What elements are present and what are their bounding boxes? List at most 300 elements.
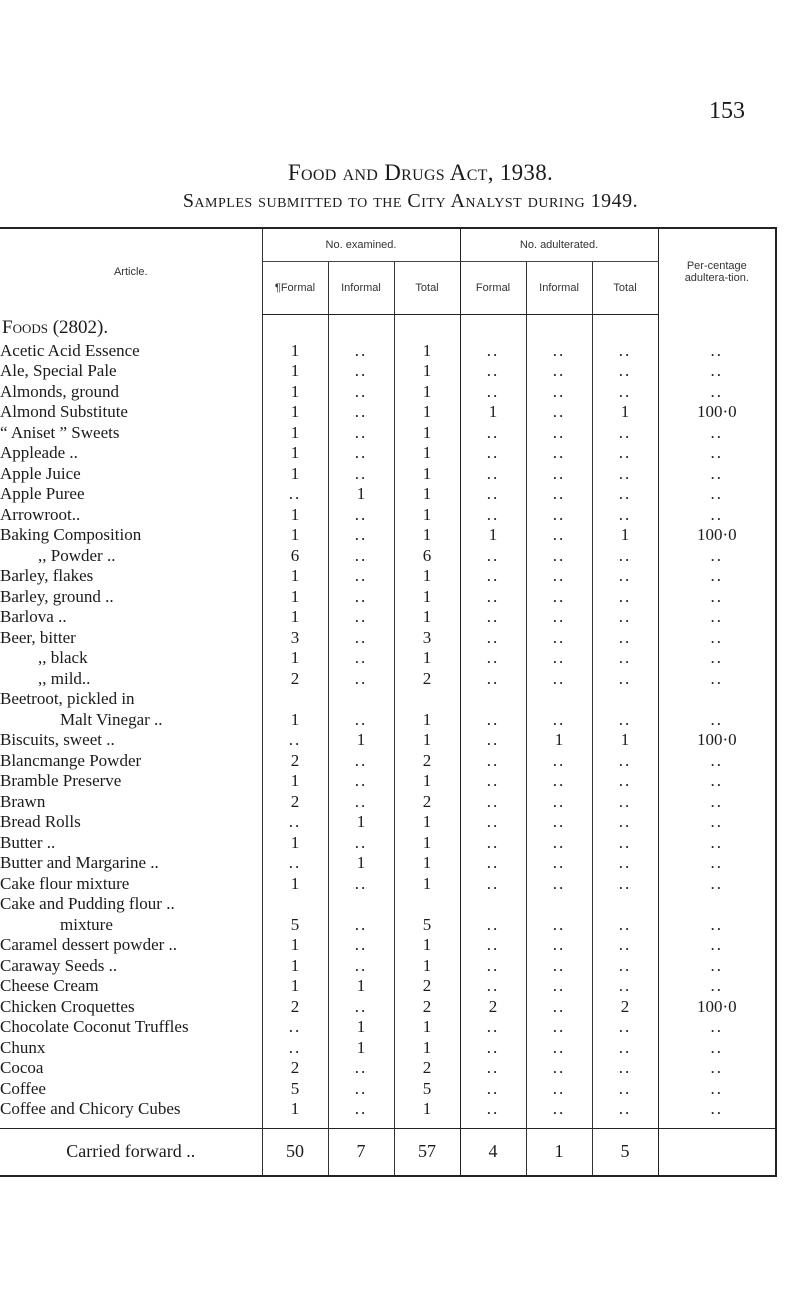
cell-informal-examined: .. [328, 361, 394, 382]
article-name [0, 382, 262, 403]
table-row [0, 935, 776, 956]
cell-total-examined [394, 689, 460, 710]
cell-percentage: .. [658, 1099, 776, 1120]
cell-total-examined: 1 [394, 402, 460, 423]
cell-percentage: .. [658, 1038, 776, 1059]
article-label: Chicken Croquettes [0, 996, 135, 1016]
article-name [0, 1038, 262, 1059]
cell-formal-adulterated: .. [460, 915, 526, 936]
cell-formal-examined: 5 [262, 915, 328, 936]
cell-percentage: .. [658, 812, 776, 833]
article-label: “ Aniset ” Sweets [0, 422, 120, 442]
cell-total-adulterated: .. [592, 853, 658, 874]
cell-total-adulterated: .. [592, 915, 658, 936]
cell-informal-adulterated: .. [526, 710, 592, 731]
article-name [0, 730, 262, 751]
table-row [0, 423, 776, 444]
cell-informal-adulterated: .. [526, 1079, 592, 1100]
cell-formal-examined: 1 [262, 833, 328, 854]
article-name [0, 505, 262, 526]
cell-total-adulterated: .. [592, 710, 658, 731]
table-row [0, 1017, 776, 1038]
article-label: Ale, Special Pale [0, 361, 117, 381]
cell-total-examined: 1 [394, 443, 460, 464]
cell-percentage: .. [658, 566, 776, 587]
cell-formal-adulterated: .. [460, 956, 526, 977]
cell-total-adulterated: .. [592, 1099, 658, 1120]
article-label: Barlova .. [0, 607, 67, 627]
article-name [0, 956, 262, 977]
article-label: Acetic Acid Essence [0, 340, 140, 360]
cell-total-adulterated: .. [592, 628, 658, 649]
cell-formal-adulterated: .. [460, 505, 526, 526]
article-label: Bramble Preserve [0, 771, 122, 791]
cell-percentage: .. [658, 853, 776, 874]
cell-total-adulterated [592, 894, 658, 915]
cell-total-examined: 1 [394, 464, 460, 485]
article-label: Caramel dessert powder .. [0, 935, 178, 955]
cell-informal-adulterated: .. [526, 669, 592, 690]
cell-informal-examined: .. [328, 1079, 394, 1100]
cell-formal-examined: 1 [262, 976, 328, 997]
cell-total-adulterated: .. [592, 976, 658, 997]
cell-percentage: .. [658, 464, 776, 485]
table-row [0, 566, 776, 587]
cell-formal-examined: 1 [262, 361, 328, 382]
cell-percentage: .. [658, 341, 776, 362]
cell-informal-examined: .. [328, 1058, 394, 1079]
cell-percentage: .. [658, 976, 776, 997]
article-name [0, 935, 262, 956]
article-label: Malt Vinegar .. [60, 709, 163, 729]
cell-percentage: .. [658, 874, 776, 895]
cell-formal-examined: 2 [262, 997, 328, 1018]
cell-informal-examined: .. [328, 505, 394, 526]
article-name [0, 751, 262, 772]
cell-total-adulterated: .. [592, 505, 658, 526]
cell-formal-examined: 1 [262, 525, 328, 546]
cell-formal-examined: 2 [262, 669, 328, 690]
cell-formal-adulterated: .. [460, 1099, 526, 1120]
cell-informal-adulterated: .. [526, 525, 592, 546]
cell-total-adulterated: .. [592, 874, 658, 895]
cell-percentage: 100·0 [658, 997, 776, 1018]
cell-informal-examined: .. [328, 648, 394, 669]
page-number: 153 [709, 98, 745, 124]
table-row [0, 607, 776, 628]
cell-informal-adulterated: .. [526, 648, 592, 669]
article-name [0, 853, 262, 874]
cell-informal-adulterated: .. [526, 997, 592, 1018]
cell-formal-examined: 1 [262, 382, 328, 403]
cell-total-adulterated: .. [592, 361, 658, 382]
cell-total-examined: 1 [394, 853, 460, 874]
cell-formal-adulterated: .. [460, 1079, 526, 1100]
cell-formal-examined: .. [262, 812, 328, 833]
article-label: ,, Powder .. [38, 545, 116, 565]
cell-formal-adulterated: .. [460, 648, 526, 669]
header-total-adulterated: Total [592, 262, 658, 315]
cell-formal-examined: 1 [262, 402, 328, 423]
article-label: Blancmange Powder [0, 750, 142, 770]
cell-formal-adulterated: .. [460, 607, 526, 628]
article-label: Chocolate Coconut Truffles [0, 1017, 189, 1037]
cell-informal-adulterated [526, 689, 592, 710]
cell-formal-examined: 1 [262, 443, 328, 464]
cell-informal-examined: 1 [328, 853, 394, 874]
article-label: Baking Composition [0, 525, 142, 545]
cell-total-adulterated: 1 [592, 402, 658, 423]
cell-informal-examined: .. [328, 751, 394, 772]
cell-total-adulterated: .. [592, 812, 658, 833]
cell-informal-examined: .. [328, 1099, 394, 1120]
cell-informal-examined: .. [328, 669, 394, 690]
cell-percentage: .. [658, 935, 776, 956]
cell-total-examined: 1 [394, 648, 460, 669]
cell-formal-adulterated [460, 894, 526, 915]
cell-total-examined: 2 [394, 976, 460, 997]
cell-informal-examined: .. [328, 997, 394, 1018]
header-examined: No. examined. [262, 228, 460, 262]
total-examined: 57 [394, 1128, 460, 1176]
cell-informal-adulterated: .. [526, 1058, 592, 1079]
cell-total-examined: 1 [394, 361, 460, 382]
article-name [0, 361, 262, 382]
cell-informal-adulterated [526, 894, 592, 915]
cell-total-examined: 1 [394, 812, 460, 833]
carried-forward-row [0, 1128, 776, 1176]
cell-informal-examined: .. [328, 874, 394, 895]
cell-percentage: .. [658, 382, 776, 403]
cell-formal-adulterated: .. [460, 566, 526, 587]
cell-informal-examined: .. [328, 587, 394, 608]
article-name [0, 812, 262, 833]
cell-total-examined: 1 [394, 423, 460, 444]
cell-total-adulterated: .. [592, 607, 658, 628]
cell-total-examined: 2 [394, 997, 460, 1018]
cell-informal-examined: .. [328, 402, 394, 423]
article-name [0, 525, 262, 546]
cell-total-examined: 1 [394, 710, 460, 731]
cell-total-examined: 3 [394, 628, 460, 649]
table-row [0, 915, 776, 936]
cell-formal-examined: .. [262, 730, 328, 751]
article-name [0, 628, 262, 649]
cell-percentage: .. [658, 792, 776, 813]
cell-formal-adulterated: .. [460, 423, 526, 444]
cell-formal-examined: 1 [262, 587, 328, 608]
article-label: Chunx [0, 1037, 46, 1057]
cell-total-adulterated: .. [592, 546, 658, 567]
cell-informal-examined: .. [328, 566, 394, 587]
cell-informal-adulterated: .. [526, 361, 592, 382]
cell-informal-adulterated: .. [526, 587, 592, 608]
table-row [0, 956, 776, 977]
article-name [0, 833, 262, 854]
article-name [0, 710, 262, 731]
article-name [0, 566, 262, 587]
table-row [0, 812, 776, 833]
cell-formal-adulterated: .. [460, 730, 526, 751]
cell-formal-adulterated: .. [460, 484, 526, 505]
cell-informal-examined: .. [328, 443, 394, 464]
total-informal-examined: 7 [328, 1128, 394, 1176]
cell-total-adulterated: .. [592, 341, 658, 362]
cell-percentage: .. [658, 710, 776, 731]
cell-total-adulterated: .. [592, 443, 658, 464]
cell-informal-examined: 1 [328, 484, 394, 505]
cell-informal-adulterated: .. [526, 423, 592, 444]
cell-formal-examined: 6 [262, 546, 328, 567]
table-row [0, 853, 776, 874]
cell-formal-adulterated: 1 [460, 402, 526, 423]
table-row [0, 464, 776, 485]
cell-informal-adulterated: .. [526, 812, 592, 833]
cell-formal-adulterated: .. [460, 792, 526, 813]
cell-formal-adulterated: .. [460, 628, 526, 649]
cell-formal-examined: 1 [262, 505, 328, 526]
article-name [0, 402, 262, 423]
cell-total-adulterated: .. [592, 423, 658, 444]
cell-formal-examined [262, 894, 328, 915]
table-row [0, 505, 776, 526]
cell-informal-adulterated: .. [526, 792, 592, 813]
cell-total-examined: 1 [394, 566, 460, 587]
cell-percentage: .. [658, 587, 776, 608]
cell-total-adulterated: .. [592, 751, 658, 772]
article-label: Apple Juice [0, 463, 81, 483]
article-label: Barley, ground .. [0, 586, 114, 606]
header-informal-examined: Informal [328, 262, 394, 315]
cell-informal-examined: .. [328, 628, 394, 649]
cell-percentage: .. [658, 1017, 776, 1038]
cell-informal-adulterated: .. [526, 771, 592, 792]
cell-formal-adulterated: 1 [460, 525, 526, 546]
cell-total-adulterated: .. [592, 1038, 658, 1059]
table-row [0, 361, 776, 382]
cell-percentage [658, 689, 776, 710]
table-row [0, 833, 776, 854]
article-label: Coffee and Chicory Cubes [0, 1099, 181, 1119]
article-label: Butter and Margarine .. [0, 853, 159, 873]
article-name [0, 341, 262, 362]
cell-total-examined: 1 [394, 525, 460, 546]
article-label: Caraway Seeds .. [0, 955, 118, 975]
total-formal-adulterated: 4 [460, 1128, 526, 1176]
article-label: Cocoa [0, 1058, 44, 1078]
cell-informal-examined: .. [328, 382, 394, 403]
article-name [0, 546, 262, 567]
cell-informal-adulterated: .. [526, 853, 592, 874]
cell-informal-adulterated: .. [526, 628, 592, 649]
cell-percentage: .. [658, 361, 776, 382]
table-row [0, 894, 776, 915]
cell-percentage [658, 894, 776, 915]
cell-total-adulterated: .. [592, 1017, 658, 1038]
cell-informal-adulterated: .. [526, 484, 592, 505]
header-adulterated: No. adulterated. [460, 228, 658, 262]
cell-formal-examined: .. [262, 853, 328, 874]
article-name [0, 915, 262, 936]
table-row [0, 1058, 776, 1079]
cell-total-examined: 1 [394, 1099, 460, 1120]
cell-informal-examined: 1 [328, 1038, 394, 1059]
cell-total-examined [394, 894, 460, 915]
cell-total-examined: 1 [394, 505, 460, 526]
article-label: Almonds, ground [0, 381, 119, 401]
article-label: ,, mild.. [38, 668, 91, 688]
cell-informal-adulterated: .. [526, 751, 592, 772]
cell-formal-adulterated: .. [460, 587, 526, 608]
table-row [0, 587, 776, 608]
cell-formal-adulterated: .. [460, 935, 526, 956]
cell-total-examined: 1 [394, 935, 460, 956]
cell-total-adulterated: .. [592, 792, 658, 813]
cell-formal-examined: 5 [262, 1079, 328, 1100]
cell-total-adulterated: .. [592, 587, 658, 608]
table-row [0, 1099, 776, 1120]
cell-total-examined: 1 [394, 771, 460, 792]
table-row [0, 730, 776, 751]
cell-informal-adulterated: .. [526, 833, 592, 854]
cell-formal-adulterated: .. [460, 443, 526, 464]
article-name [0, 874, 262, 895]
cell-total-examined: 1 [394, 587, 460, 608]
samples-table [0, 227, 777, 1177]
cell-percentage: 100·0 [658, 730, 776, 751]
cell-formal-adulterated: .. [460, 546, 526, 567]
carried-forward-label: Carried forward .. [0, 1128, 262, 1176]
cell-total-examined: 2 [394, 751, 460, 772]
cell-informal-examined: .. [328, 915, 394, 936]
cell-total-examined: 1 [394, 341, 460, 362]
cell-formal-examined: .. [262, 484, 328, 505]
cell-total-adulterated: .. [592, 935, 658, 956]
table-row [0, 976, 776, 997]
total-formal-examined: 50 [262, 1128, 328, 1176]
cell-total-examined: 1 [394, 956, 460, 977]
cell-formal-examined: 1 [262, 341, 328, 362]
cell-formal-examined: 2 [262, 792, 328, 813]
cell-percentage: .. [658, 1079, 776, 1100]
cell-total-examined: 1 [394, 382, 460, 403]
cell-formal-examined: 1 [262, 464, 328, 485]
total-adulterated: 5 [592, 1128, 658, 1176]
article-label: Cake and Pudding flour .. [0, 894, 175, 914]
table-row [0, 1079, 776, 1100]
cell-informal-adulterated: .. [526, 341, 592, 362]
cell-informal-examined: .. [328, 771, 394, 792]
cell-percentage: .. [658, 607, 776, 628]
cell-total-adulterated: .. [592, 669, 658, 690]
cell-total-adulterated: .. [592, 956, 658, 977]
cell-formal-examined: 1 [262, 607, 328, 628]
cell-percentage: .. [658, 771, 776, 792]
cell-formal-adulterated [460, 689, 526, 710]
cell-formal-adulterated: .. [460, 669, 526, 690]
article-label: Arrowroot.. [0, 504, 81, 524]
cell-formal-examined: 1 [262, 566, 328, 587]
cell-informal-adulterated: .. [526, 607, 592, 628]
cell-percentage: .. [658, 423, 776, 444]
cell-total-examined: 1 [394, 874, 460, 895]
table-row [0, 546, 776, 567]
cell-total-examined: 1 [394, 1017, 460, 1038]
cell-informal-examined: .. [328, 546, 394, 567]
cell-percentage: .. [658, 546, 776, 567]
cell-informal-adulterated: .. [526, 505, 592, 526]
cell-formal-adulterated: .. [460, 1017, 526, 1038]
cell-informal-examined: 1 [328, 812, 394, 833]
cell-informal-examined: .. [328, 341, 394, 362]
cell-formal-examined: .. [262, 1038, 328, 1059]
cell-formal-examined: 1 [262, 1099, 328, 1120]
header-formal-adulterated: Formal [460, 262, 526, 315]
section-row [0, 315, 776, 341]
cell-formal-adulterated: .. [460, 771, 526, 792]
cell-formal-adulterated: .. [460, 1058, 526, 1079]
cell-percentage: .. [658, 628, 776, 649]
article-name [0, 1058, 262, 1079]
cell-total-examined: 1 [394, 484, 460, 505]
article-label: Barley, flakes [0, 566, 94, 586]
article-name [0, 669, 262, 690]
article-name [0, 1017, 262, 1038]
cell-informal-examined [328, 894, 394, 915]
cell-percentage: .. [658, 751, 776, 772]
cell-percentage: .. [658, 956, 776, 977]
cell-informal-adulterated: .. [526, 566, 592, 587]
cell-percentage: 100·0 [658, 525, 776, 546]
article-name [0, 484, 262, 505]
table-row [0, 771, 776, 792]
cell-informal-adulterated: .. [526, 956, 592, 977]
cell-total-adulterated: 2 [592, 997, 658, 1018]
cell-formal-examined: 3 [262, 628, 328, 649]
cell-informal-examined: .. [328, 525, 394, 546]
cell-percentage: .. [658, 669, 776, 690]
cell-total-examined: 5 [394, 1079, 460, 1100]
cell-formal-adulterated: .. [460, 361, 526, 382]
cell-informal-examined [328, 689, 394, 710]
table-row [0, 1038, 776, 1059]
cell-percentage: .. [658, 1058, 776, 1079]
article-name [0, 997, 262, 1018]
cell-total-adulterated: 1 [592, 525, 658, 546]
article-label: Bread Rolls [0, 812, 81, 832]
article-name [0, 648, 262, 669]
cell-informal-examined: .. [328, 464, 394, 485]
cell-informal-adulterated: .. [526, 382, 592, 403]
article-label: Coffee [0, 1078, 46, 1098]
table-row [0, 669, 776, 690]
cell-formal-adulterated: .. [460, 710, 526, 731]
cell-total-examined: 2 [394, 1058, 460, 1079]
article-label: Brawn [0, 791, 46, 811]
cell-formal-adulterated: .. [460, 1038, 526, 1059]
cell-formal-examined: 1 [262, 648, 328, 669]
cell-informal-adulterated: .. [526, 1017, 592, 1038]
cell-percentage: .. [658, 484, 776, 505]
table-row [0, 648, 776, 669]
article-label: Appleade .. [0, 443, 78, 463]
article-name [0, 792, 262, 813]
cell-formal-examined: 1 [262, 956, 328, 977]
cell-formal-examined: .. [262, 1017, 328, 1038]
cell-formal-examined: 1 [262, 423, 328, 444]
cell-total-examined: 2 [394, 669, 460, 690]
article-label: Butter .. [0, 832, 56, 852]
